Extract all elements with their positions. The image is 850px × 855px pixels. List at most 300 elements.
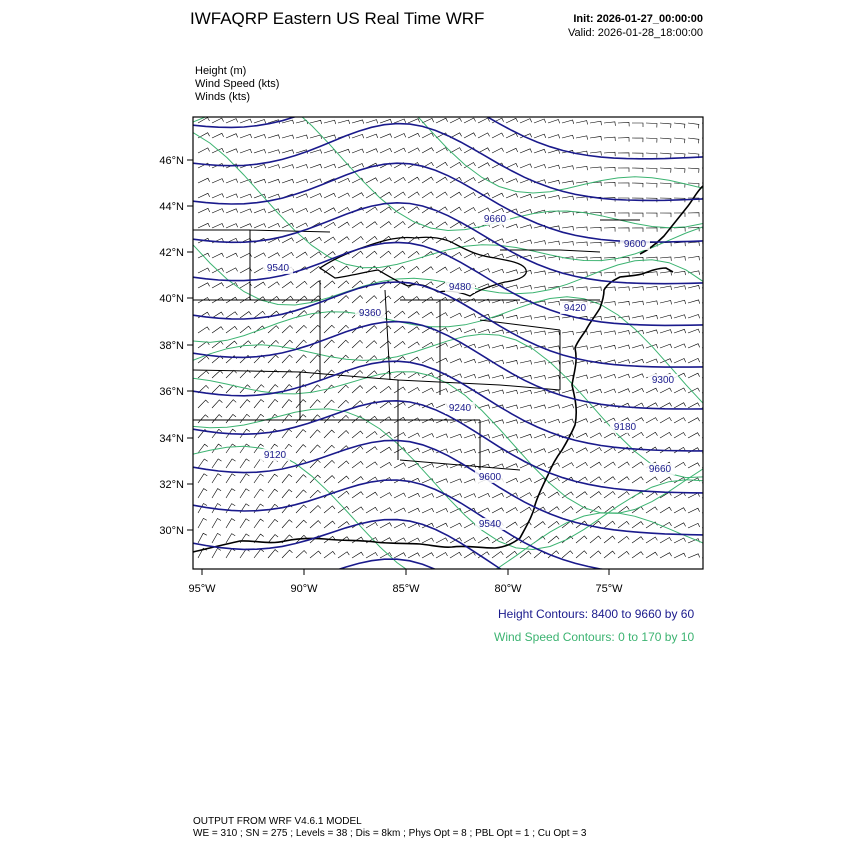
wind-barb	[380, 447, 392, 453]
wind-barb	[590, 331, 602, 335]
wind-barb	[338, 281, 349, 288]
wind-barb	[408, 508, 420, 513]
wind-barb	[520, 210, 532, 214]
wind-barb	[702, 403, 714, 408]
wind-barb	[702, 168, 713, 173]
wind-barb	[338, 120, 350, 124]
wind-barb	[212, 533, 221, 543]
wind-barb	[464, 208, 476, 214]
height-contour-label: 9600	[478, 472, 502, 483]
wind-barb	[562, 346, 574, 350]
wind-barb	[534, 271, 546, 275]
wind-barb	[590, 536, 601, 543]
wind-barb	[450, 344, 462, 349]
wind-barb	[604, 316, 616, 320]
wind-barb	[506, 194, 518, 198]
wind-barb	[240, 489, 249, 498]
wind-barb	[688, 358, 700, 363]
wind-barb	[562, 181, 574, 185]
wind-barb	[576, 448, 588, 453]
lat-label: 40°N	[159, 293, 184, 305]
wind-barb	[604, 152, 615, 156]
wind-barb	[618, 153, 629, 157]
wind-barb	[660, 168, 671, 173]
wind-barb	[478, 269, 490, 273]
wind-barb	[436, 192, 447, 198]
wind-barb	[548, 521, 559, 528]
wind-barb	[702, 509, 714, 513]
wind-barb	[338, 208, 350, 214]
wind-barb	[226, 224, 238, 228]
wind-barb	[534, 361, 546, 365]
wind-barb	[590, 152, 601, 156]
wind-barb	[338, 400, 349, 408]
wind-barb	[688, 493, 700, 498]
wind-barb	[646, 228, 657, 232]
wind-barb	[660, 183, 671, 188]
wind-barb	[268, 489, 278, 498]
wind-barb	[492, 508, 504, 513]
wind-barb	[380, 148, 392, 153]
wind-barb	[492, 269, 504, 273]
wind-barb	[632, 477, 643, 483]
wind-barb	[254, 519, 264, 528]
wind-barb	[562, 361, 574, 365]
wind-barb	[450, 359, 462, 363]
wind-barb	[226, 209, 238, 213]
wind-barb	[436, 222, 447, 228]
wind-barb	[198, 268, 210, 273]
wind-barb	[422, 464, 434, 468]
wind-barb	[226, 474, 235, 483]
wind-barb	[324, 340, 335, 348]
wind-barb	[632, 537, 643, 543]
wind-barb	[198, 283, 210, 288]
wind-barb	[604, 477, 615, 483]
wind-barb	[282, 252, 294, 258]
wind-barb	[478, 493, 490, 498]
model-config: WE = 310 ; SN = 275 ; Levels = 38 ; Dis = 8km ; Phys Opt = 8 ; PBL Opt = 1 ; Cu Opt = 3	[193, 828, 587, 839]
wind-barb	[702, 373, 714, 378]
wind-barb	[464, 253, 476, 258]
height-contour-label: 9660	[483, 214, 507, 225]
wind-barb	[212, 415, 222, 423]
wind-barb	[464, 238, 476, 243]
lat-label: 34°N	[159, 433, 184, 445]
wind-barb	[352, 461, 363, 468]
wind-barb	[436, 389, 448, 393]
wind-barb	[380, 462, 392, 468]
wind-barb	[548, 375, 560, 379]
wind-barb	[548, 301, 560, 305]
wind-barb	[646, 315, 658, 319]
wind-barb	[702, 198, 713, 202]
wind-barb	[688, 256, 700, 260]
wind-barb	[562, 135, 574, 139]
wind-barb	[324, 164, 336, 168]
wind-barb	[520, 478, 532, 483]
wind-barb	[310, 311, 321, 319]
wind-barb	[674, 242, 685, 246]
wind-barb	[338, 149, 350, 153]
wind-barb	[646, 123, 657, 128]
wind-barb	[366, 386, 377, 393]
wind-barb	[492, 133, 504, 138]
wind-barb	[562, 507, 573, 514]
wind-barb	[674, 359, 686, 364]
lat-label: 32°N	[159, 479, 184, 491]
wind-barb	[394, 177, 406, 183]
wind-barb	[282, 209, 294, 213]
height-contour-label: 9480	[448, 282, 472, 293]
wind-barb	[576, 404, 588, 408]
wind-barb	[464, 494, 476, 498]
wind-barb	[338, 476, 349, 483]
wind-barb	[450, 222, 462, 228]
wind-barb	[352, 296, 363, 303]
wind-barb	[324, 237, 335, 243]
wind-barb	[660, 286, 672, 290]
wind-barb	[324, 222, 336, 228]
wind-barb	[520, 405, 532, 409]
wind-barb	[198, 474, 207, 483]
wind-barb	[590, 121, 602, 125]
wind-barb	[450, 162, 462, 168]
wind-barb	[520, 449, 532, 453]
wind-barb	[632, 183, 643, 187]
wind-barb	[520, 316, 532, 320]
wind-barb	[506, 270, 518, 274]
wind-barb	[590, 375, 602, 379]
wind-barb	[660, 213, 671, 217]
wind-barb	[436, 148, 448, 153]
wind-barb	[520, 119, 532, 123]
wind-barb	[240, 194, 252, 198]
wind-barb	[646, 330, 658, 334]
wind-barb	[632, 153, 643, 157]
wind-barb	[674, 300, 686, 304]
wind-barb	[660, 418, 672, 424]
wind-barb	[324, 521, 335, 528]
wind-barb	[436, 162, 448, 168]
wind-speed-contour-line	[193, 90, 703, 231]
wind-barb	[240, 119, 252, 123]
longitude-labels	[188, 569, 623, 595]
wind-barb	[394, 387, 405, 393]
wind-barb	[506, 133, 518, 138]
wind-barb	[492, 552, 503, 559]
wind-barb	[534, 316, 546, 320]
wind-barb	[226, 326, 237, 333]
wind-barb	[380, 493, 392, 498]
wind-barb	[436, 419, 448, 423]
wind-barb	[688, 138, 699, 143]
wind-barb	[702, 256, 714, 260]
wind-barb	[282, 179, 294, 183]
height-contour-label: 9660	[648, 464, 672, 475]
wind-barb	[702, 524, 714, 528]
wind-barb	[562, 120, 574, 124]
wind-barb	[646, 537, 657, 543]
wind-barb	[226, 149, 238, 153]
wind-barb	[492, 493, 504, 498]
wind-barb	[646, 213, 657, 217]
height-contour-line	[193, 124, 703, 201]
wind-barb	[282, 370, 292, 378]
wind-barb	[548, 405, 560, 409]
wind-barb	[394, 553, 406, 558]
wind-barb	[576, 433, 588, 438]
wind-barb	[380, 326, 391, 333]
wind-barb	[590, 551, 601, 558]
wind-barb	[366, 296, 377, 303]
wind-barb	[576, 506, 587, 513]
wind-barb	[408, 342, 419, 348]
wind-barb	[422, 267, 433, 273]
wind-barb	[226, 400, 236, 408]
wind-barb	[310, 281, 321, 288]
wind-barb	[702, 433, 714, 438]
wind-barb	[688, 554, 700, 558]
wind-barb	[212, 283, 224, 288]
wind-barb	[212, 194, 224, 198]
wind-barb	[394, 207, 405, 213]
wind-speed-contours	[193, 54, 703, 585]
wind-barb	[394, 311, 405, 318]
wind-barb	[282, 150, 294, 154]
wind-barb	[338, 193, 350, 198]
wind-barb	[422, 177, 433, 183]
wind-barb	[534, 241, 546, 245]
wind-barb	[394, 326, 405, 333]
wind-barb	[688, 523, 700, 528]
wind-barb	[618, 287, 629, 291]
wind-barb	[296, 135, 308, 139]
wind-barb	[646, 153, 657, 158]
wind-barb	[632, 168, 643, 172]
wind-barb	[534, 134, 546, 138]
wind-barb	[464, 299, 476, 304]
wind-barb	[590, 346, 602, 350]
wind-barb	[226, 459, 236, 468]
wind-barb	[534, 119, 546, 123]
height-contour-line	[193, 401, 703, 493]
wind-barb	[548, 165, 560, 169]
wind-barb	[632, 316, 644, 320]
wind-barb	[324, 460, 335, 468]
wind-barb	[478, 133, 490, 138]
wind-barb	[394, 148, 406, 153]
wind-barb	[618, 168, 629, 172]
wind-barb	[618, 477, 629, 483]
wind-barb	[268, 223, 280, 228]
wind-barb	[534, 405, 546, 409]
wind-barb	[492, 390, 504, 394]
wind-barb	[268, 355, 279, 363]
height-contour-label: 9180	[613, 422, 637, 433]
wind-barb	[352, 492, 363, 498]
wind-barb	[520, 507, 532, 513]
wind-barb	[240, 414, 250, 423]
wind-barb	[590, 477, 601, 483]
wind-barb	[212, 459, 222, 468]
wind-barb	[520, 390, 532, 394]
wind-barb	[338, 385, 349, 393]
wind-barb	[296, 370, 306, 378]
wind-barb	[324, 120, 336, 124]
wind-barb	[688, 300, 700, 304]
wind-barb	[520, 361, 532, 365]
wind-barb	[562, 196, 574, 200]
wind-barb	[576, 346, 588, 350]
wind-barb	[576, 166, 588, 170]
wind-barb	[310, 267, 321, 274]
wind-barb	[576, 492, 587, 498]
wind-barb	[702, 478, 714, 483]
wind-barb	[464, 552, 475, 558]
wind-barb	[366, 251, 377, 258]
wind-barb	[268, 385, 278, 393]
wind-barb	[688, 418, 700, 423]
wind-barb	[450, 389, 462, 393]
wind-barb	[548, 316, 560, 320]
wind-barb	[660, 272, 672, 276]
wind-barb	[590, 492, 601, 498]
wind-barb	[506, 464, 518, 468]
wind-barb	[674, 523, 686, 528]
wind-barb	[408, 266, 419, 273]
wind-barb	[604, 536, 615, 543]
wind-barb	[198, 533, 207, 543]
wind-barb	[632, 432, 644, 438]
wind-barb	[436, 434, 448, 438]
wind-barb	[688, 123, 699, 128]
wind-barb	[478, 345, 490, 349]
wind-barb	[226, 549, 235, 558]
wind-barb	[492, 375, 504, 379]
field-label-wind-speed: Wind Speed (kts)	[195, 78, 280, 90]
wind-barb	[702, 494, 714, 499]
wind-barb	[366, 492, 378, 498]
wind-barb	[660, 507, 672, 513]
wind-barb	[296, 490, 306, 498]
wind-barb	[548, 346, 560, 350]
wind-barb	[226, 370, 237, 378]
wind-barb	[198, 118, 210, 124]
wind-barb	[268, 135, 280, 139]
wind-barb	[618, 213, 629, 217]
wind-barb	[492, 345, 504, 349]
wind-barb	[394, 538, 406, 543]
wind-barb	[464, 359, 476, 363]
wind-barb	[632, 552, 643, 558]
wind-barb	[478, 208, 490, 213]
wind-barb	[576, 242, 587, 246]
wind-barb	[254, 474, 264, 483]
wind-barb	[478, 329, 490, 333]
wind-barb	[352, 431, 363, 438]
wind-barb	[548, 196, 560, 200]
wind-barb	[324, 135, 336, 139]
wind-barb	[338, 237, 349, 243]
wind-barb	[618, 228, 629, 232]
wind-barb	[674, 418, 686, 423]
wind-barb	[632, 301, 644, 305]
wind-barb	[604, 122, 615, 126]
wind-barb	[338, 266, 349, 273]
wind-barb	[422, 538, 434, 543]
wind-barb	[450, 313, 462, 318]
wind-barb	[548, 135, 560, 139]
wind-barb	[492, 330, 504, 334]
wind-barb	[226, 119, 238, 123]
wind-barb	[464, 314, 476, 318]
wind-barb	[380, 402, 391, 408]
wind-barb	[674, 538, 686, 543]
wind-barb	[702, 314, 714, 318]
wind-barb	[674, 553, 686, 558]
wind-barb	[240, 549, 250, 558]
wind-barb	[422, 148, 434, 153]
wind-barb	[310, 551, 321, 558]
wind-barb	[436, 177, 447, 183]
wind-barb	[366, 326, 377, 333]
wind-barb	[296, 355, 306, 363]
wind-barb	[646, 552, 658, 558]
wind-barb	[702, 227, 713, 231]
wind-barb	[450, 207, 461, 213]
wind-barb	[702, 554, 714, 558]
wind-barb	[534, 195, 546, 199]
wind-barb	[324, 551, 335, 558]
wind-barb	[394, 523, 406, 528]
wind-barb	[254, 135, 266, 139]
wind-barb	[394, 372, 405, 378]
wind-barb	[324, 476, 335, 483]
wind-barb	[618, 521, 629, 528]
lat-label: 44°N	[159, 201, 184, 213]
wind-barb	[240, 341, 251, 348]
lat-label: 36°N	[159, 386, 184, 398]
wind-barb	[688, 508, 700, 513]
wind-barb	[296, 415, 306, 424]
wind-barb	[576, 287, 587, 291]
wind-barb	[688, 242, 699, 246]
wind-barb	[254, 504, 264, 513]
wind-barb	[352, 477, 363, 483]
wind-barb	[660, 138, 671, 143]
wind-barb	[632, 228, 643, 232]
wind-barb	[408, 192, 419, 198]
wind-barb	[198, 518, 207, 528]
wind-barb	[660, 123, 671, 128]
wind-barb	[394, 493, 406, 498]
lat-label: 42°N	[159, 247, 184, 259]
wind-barb	[464, 374, 476, 378]
wind-contour-info: Wind Speed Contours: 0 to 170 by 10	[494, 630, 695, 644]
wind-barb	[408, 433, 420, 438]
height-contour-line	[193, 480, 703, 577]
wind-barb	[268, 282, 279, 288]
wind-barb	[450, 118, 462, 123]
wind-barb	[464, 538, 476, 544]
wind-barb	[548, 507, 559, 513]
wind-barb	[240, 444, 250, 453]
wind-barb	[212, 224, 224, 229]
wind-barb	[702, 358, 714, 363]
wind-barb	[394, 433, 406, 439]
wind-barb	[492, 178, 504, 183]
